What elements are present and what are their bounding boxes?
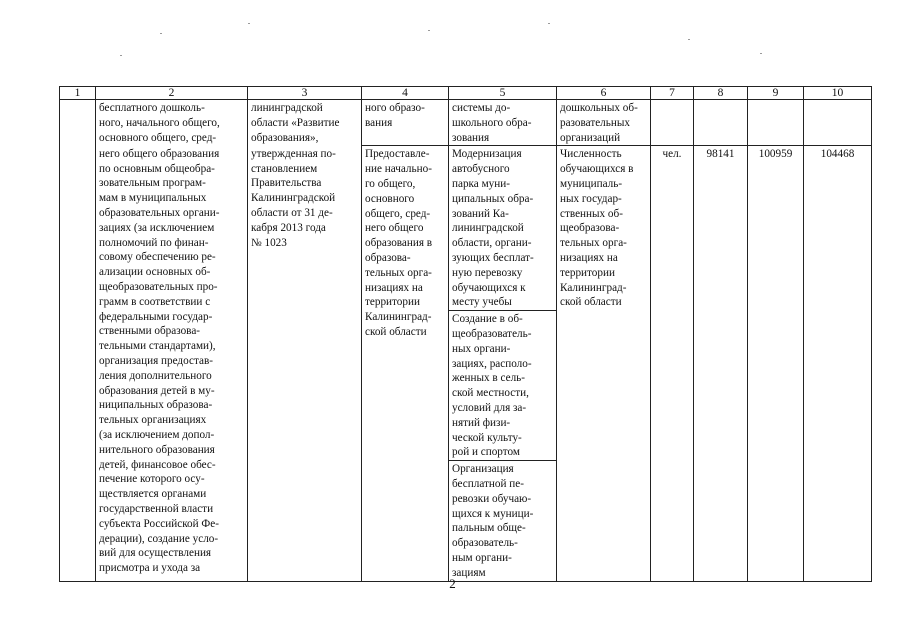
indicator-text-part1: дошкольных об- разовательных организаций [557, 100, 651, 146]
goal-text-part2: Предоставле- ние начально- го общего, основного общего, сред- него общего образования в образова- тельных орга- низациях на территории Калининград- ской области [362, 146, 449, 581]
page-number: 2 [449, 576, 456, 591]
header-col-1: 1 [60, 87, 96, 100]
header-col-2: 2 [96, 87, 248, 100]
scan-speck [760, 53, 762, 54]
task-text-part1: системы до- школьного обра- зования [449, 100, 557, 146]
scan-speck [428, 30, 430, 31]
program-table [59, 86, 872, 582]
header-col-6: 6 [557, 87, 651, 100]
table-row [60, 100, 872, 146]
scan-speck [688, 39, 690, 40]
indicator-text-part2: Численность обучающихся в муниципаль- ных государ- ственных об- щеобразова- тельных орга- низациях на территории Калининград- ской области [557, 146, 651, 581]
authority-text-part2: него общего образования по основным общеобра- зовательным програм- мам в муниципальных образовательных органи- зациях (за исключением полномочий по финан- совому обеспечению ре- ализации основных об- щеобразовательных про- грамм в соответствии с федеральными государ- ственными образова- тельными стандартами), организация предостав- ления дополнительного образования детей в му- ниципальных образова- тельных организациях (за исключением допол- нительного образования детей, финансовое обес- печение которого осу- ществляется органами государственной власти субъекта Российской Фе- дерации), создание усло- вий для осуществления присмотра и ухода за [96, 146, 248, 581]
scan-speck [160, 33, 162, 34]
cell-col-1 [60, 100, 96, 582]
program-text-part2: утвержденная по- становлением Правительства Калининградской области от 31 де- кабря 2013 года № 1023 [248, 146, 362, 581]
scan-speck [548, 23, 550, 24]
header-col-4: 4 [362, 87, 449, 100]
scan-speck [248, 23, 250, 24]
header-col-8: 8 [694, 87, 748, 100]
header-col-5: 5 [449, 87, 557, 100]
value-2017-empty [748, 100, 804, 146]
table-row [60, 146, 872, 311]
value-2018-empty [804, 100, 872, 146]
program-text-part1: лининградской области «Развитие образования», [248, 100, 362, 146]
unit-cell-empty [651, 100, 694, 146]
task-text-transport-modernization: Модернизация автобусного парка муни- ципальных обра- зований Ка- лининградской области, органи- зующих бесплат- ную перевозку обучающихся к месту учебы [449, 146, 557, 311]
value-2016-empty [694, 100, 748, 146]
header-col-10: 10 [804, 87, 872, 100]
value-col-8: 98141 [694, 146, 748, 581]
header-row [60, 87, 872, 100]
unit-value: чел. [651, 146, 694, 581]
task-text-rural-sports: Создание в об- щеобразователь- ных органи- зациях, располо- женных в сель- ской местности, условий для за- нятий физи- ческой культу- рой и спортом [449, 311, 557, 461]
header-col-3: 3 [248, 87, 362, 100]
authority-text-part1: бесплатного дошколь- ного, начального общего, основного общего, сред- [96, 100, 248, 146]
goal-text-part1: ного образо- вания [362, 100, 449, 146]
scan-speck [120, 55, 122, 56]
task-text-free-transport: Организация бесплатной пе- ревозки обучаю- щихся к муници- пальным обще- образователь- ным органи- зациям [449, 461, 557, 581]
header-col-7: 7 [651, 87, 694, 100]
value-col-9: 100959 [748, 146, 804, 581]
value-col-10: 104468 [804, 146, 872, 581]
header-col-9: 9 [748, 87, 804, 100]
